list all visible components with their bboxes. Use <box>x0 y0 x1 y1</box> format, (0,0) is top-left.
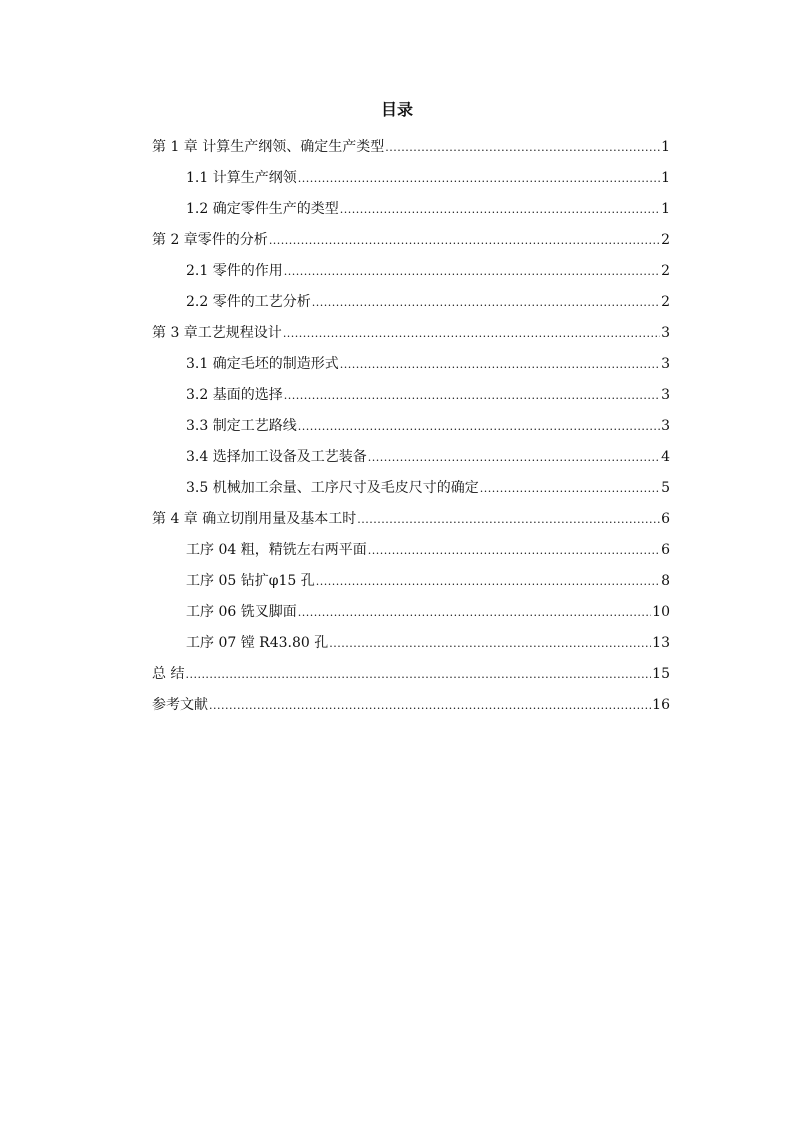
toc-entry-page: 13 <box>652 635 670 651</box>
table-of-contents <box>152 132 670 721</box>
toc-entry-label: 总 结 <box>152 666 185 682</box>
toc-entry-label: 2.1 零件的作用 <box>186 263 283 279</box>
toc-entry-label: 工序 04 粗，精铣左右两平面 <box>186 542 367 558</box>
toc-entry-label: 3.5 机械加工余量、工序尺寸及毛皮尺寸的确定 <box>186 480 479 496</box>
toc-entry-page: 8 <box>661 573 670 589</box>
toc-entry-1-2[interactable] <box>152 194 670 225</box>
toc-leader-dots <box>312 287 660 318</box>
toc-entry-label: 1.1 计算生产纲领 <box>186 170 297 186</box>
toc-entry-page: 1 <box>661 139 670 155</box>
toc-entry-chapter-3[interactable] <box>152 318 670 349</box>
toc-entry-process-04[interactable] <box>152 535 670 566</box>
toc-entry-page: 2 <box>661 263 670 279</box>
toc-entry-label: 1.2 确定零件生产的类型 <box>186 201 339 217</box>
toc-entry-page: 3 <box>661 325 670 341</box>
toc-entry-label: 第 3 章工艺规程设计 <box>152 325 282 341</box>
toc-leader-dots <box>298 597 651 628</box>
toc-entry-label: 3.1 确定毛坯的制造形式 <box>186 356 339 372</box>
toc-leader-dots <box>340 194 660 225</box>
toc-entry-label: 第 4 章 确立切削用量及基本工时 <box>152 511 357 527</box>
toc-leader-dots <box>185 659 651 690</box>
toc-leader-dots <box>298 411 660 442</box>
toc-entry-page: 1 <box>661 201 670 217</box>
toc-entry-3-1[interactable] <box>152 349 670 380</box>
toc-leader-dots <box>284 256 660 287</box>
toc-entry-page: 1 <box>661 170 670 186</box>
toc-entry-chapter-1[interactable] <box>152 132 670 163</box>
toc-leader-dots <box>480 473 660 504</box>
toc-entry-page: 15 <box>652 666 670 682</box>
toc-entry-page: 16 <box>652 697 670 713</box>
toc-entry-process-07[interactable] <box>152 628 670 659</box>
toc-entry-2-1[interactable] <box>152 256 670 287</box>
toc-entry-label: 第 1 章 计算生产纲领、确定生产类型 <box>152 139 385 155</box>
toc-entry-page: 4 <box>661 449 670 465</box>
toc-entry-label: 2.2 零件的工艺分析 <box>186 294 311 310</box>
toc-entry-3-3[interactable] <box>152 411 670 442</box>
toc-entry-page: 3 <box>661 418 670 434</box>
toc-leader-dots <box>209 690 651 721</box>
toc-entry-label: 工序 06 铣叉脚面 <box>186 604 297 620</box>
toc-entry-page: 3 <box>661 387 670 403</box>
toc-entry-page: 6 <box>661 542 670 558</box>
toc-entry-2-2[interactable] <box>152 287 670 318</box>
toc-entry-process-05[interactable] <box>152 566 670 597</box>
toc-entry-process-06[interactable] <box>152 597 670 628</box>
toc-leader-dots <box>340 349 660 380</box>
toc-entry-references[interactable] <box>152 690 670 721</box>
toc-entry-label: 3.3 制定工艺路线 <box>186 418 297 434</box>
toc-leader-dots <box>368 535 660 566</box>
toc-entry-summary[interactable] <box>152 659 670 690</box>
toc-entry-page: 6 <box>661 511 670 527</box>
toc-leader-dots <box>385 132 660 163</box>
toc-entry-3-4[interactable] <box>152 442 670 473</box>
toc-entry-page: 2 <box>661 294 670 310</box>
toc-entry-1-1[interactable] <box>152 163 670 194</box>
toc-entry-label: 3.4 选择加工设备及工艺装备 <box>186 449 367 465</box>
toc-entry-label: 参考文献 <box>152 697 208 713</box>
toc-entry-label: 工序 07 镗 R43.80 孔 <box>186 635 329 651</box>
toc-leader-dots <box>269 225 660 256</box>
toc-leader-dots <box>368 442 660 473</box>
toc-entry-3-5[interactable] <box>152 473 670 504</box>
toc-leader-dots <box>298 163 660 194</box>
toc-leader-dots <box>329 628 651 659</box>
toc-entry-page: 3 <box>661 356 670 372</box>
toc-entry-label: 第 2 章零件的分析 <box>152 232 268 248</box>
toc-entry-label: 3.2 基面的选择 <box>186 387 283 403</box>
toc-entry-label: 工序 05 钻扩φ15 孔 <box>186 573 315 589</box>
toc-entry-page: 5 <box>661 480 670 496</box>
toc-title: 目录 <box>380 100 413 119</box>
toc-leader-dots <box>316 566 660 597</box>
toc-leader-dots <box>284 380 660 411</box>
toc-leader-dots <box>357 504 660 535</box>
toc-entry-page: 2 <box>661 232 670 248</box>
toc-entry-3-2[interactable] <box>152 380 670 411</box>
toc-leader-dots <box>283 318 660 349</box>
toc-entry-chapter-2[interactable] <box>152 225 670 256</box>
toc-entry-chapter-4[interactable] <box>152 504 670 535</box>
toc-entry-page: 10 <box>652 604 670 620</box>
